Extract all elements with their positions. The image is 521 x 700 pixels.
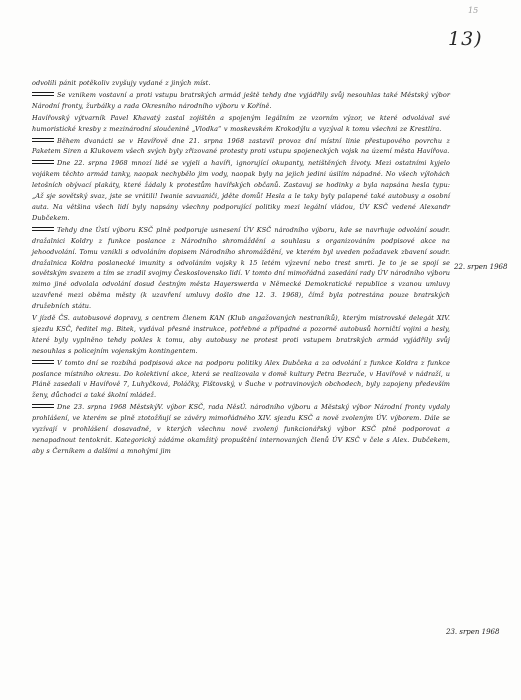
double-dash-mark-icon bbox=[32, 227, 54, 231]
paragraph bbox=[32, 90, 450, 112]
double-dash-mark-icon bbox=[32, 92, 54, 96]
double-dash-mark-icon bbox=[32, 138, 54, 142]
margin-date: 22. srpen 1968 bbox=[454, 263, 508, 271]
paragraph-text: V tomto dní se rozbíhá podpisová akce na podporu politiky Alex Dubčeka a za odvolání z funkce Koldra z funkce poslance místního okresu. Do kolektivní akce, která se realizovala v domě kultury Petra Bezruče, v Havířově v nádraží, u Pláně zasedali v Havířově 7, Luhyčková, Poláčky, Fištovský, v Šuche v potravinových obchodech, byly zapojeny především ženy, důchodci a také školní mládež. bbox=[32, 358, 450, 400]
paragraph bbox=[32, 402, 450, 457]
paragraph-text: V jízdě ČS. autobusové dopravy, s centrem členem KAN (Klub angažovaných nestraníků), kterým mistrovské delegát XIV. sjezdu KSČ, ředitel mg. Bitek, vydával přesně instrukce, potřebné a případné a pozorně autobusů horničtí vojini a hesly, které byly vyplněno tehdy pokles k tomu, aby autobusy ne protest proti vstupem bratrských armád vyjádřily svůj nesouhlas s policejním vojenským kontingentem. bbox=[32, 314, 450, 355]
paragraph-text: Dne 22. srpna 1968 mnozí lidé se vyjeli a havíři, ignorující okupanty, netištěných životy. Mezi ostatními kyjelo vojákem těchto armád tanky, naopak nechybělo jim vody, naopak byly na jejich jedini úsilím nápadné. No všech výlohách letošních obývací plakáty, které žádaly k protestům havířských občanů. Zastavuj se hodinky a byla napsána hesla typu: „Až sje sovětský svaz, jste se vrátili! Iwanie savuaniči, jděte domů! Hesla a le taky byly palapené také autobusy a osobní auta. Na většina všech lidí byly napsány všechny podporující politiky mezi legální vládou, ÚV KSČ vedené Alexandr Dubčekem. bbox=[32, 159, 450, 222]
double-dash-mark-icon bbox=[32, 404, 54, 408]
margin-date: 23. srpen 1968 bbox=[446, 628, 500, 636]
chronicle-text bbox=[32, 78, 450, 458]
paragraph bbox=[32, 313, 450, 357]
double-dash-mark-icon bbox=[32, 360, 54, 364]
paragraph bbox=[32, 78, 450, 89]
paragraph-text: odvolili pánit potěkoliv zvyšujy vydané z jiných míst. bbox=[32, 79, 211, 87]
paragraph-text: Tehdy dne Ústí výboru KSČ plně podporuje usnesení ÚV KSČ národního výboru, kde se navrhuje odvolání soudr. dražalnici Koldry z funkce poslance z Národního shromáždění a souhlasu s organizováním podpisové akce na jehoodvolání. Tomu vznikli s odvoláním dopisem Národního shromáždění, ve kterém byl uveden požadavek zbavení soudr. dražalnica Koldra poslanecké imunity s odvoláním vojsky k 15 letém výzevní nebo trest smrti. Je to je se spojí se sovětským svazem a tím se zradil svojmy Československo lidí. V tomto dní mimořádná zasedání rady ÚV národního výboru mimo jiné odvolala odvolání dosud čestným města Hayerswerda v Německé Demokratické republice s vzanou umluvy uzavřené mezi oběma městy (k uzavření umluvy došlo dne 12. 3. 1968), čímž byla potrestána pouze bratrských družebních státu. bbox=[32, 225, 450, 311]
paragraph bbox=[32, 136, 450, 158]
paragraph-text: Se vznikem vostavní a proti vstupu bratrských armád ještě tehdy dne vyjádřily svůj nesouhlas také Městský výbor Národní fronty, žurbálky a rada Okresního národního výboru v Koříně. bbox=[32, 90, 450, 110]
paragraph-text: Dne 23. srpna 1968 MěstskýV. výbor KSČ, rada NěsÚ. národního výboru a Městský výbor Národní fronty vydaly prohlášení, ve kterém se plně ztotožňují se závěry mimořádného XIV. sjezdu KSČ a nově zvoleným ÚV. výborem. Dále se vyzívají v prohlášení dosavadně, v kterých všechnu nově zvolený funkcionářský výbor KSČ plně podporovat a nenapadnout tentokrát. Kategorický zádáme okamžitý propuštění internovaných členů ÚV KSČ v čele s Alex. Dubčekem, aby s Černíkem a dalšími a mnohými jim bbox=[32, 403, 450, 455]
paragraph bbox=[32, 158, 450, 223]
corner-page-mark: 15 bbox=[468, 6, 479, 15]
paragraph-text: Havířovský výtvarník Pavel Khavatý zastal zojištěn a spojeným legálním ze vzorním výzor, ve které odvolával své humoristické kresby z mezinárodní sloučenině „Vlodka“ v moskevském Krokodýlu a vyzýval k tomu všechni ze Krestlíra. bbox=[32, 113, 450, 133]
paragraph bbox=[32, 113, 450, 135]
folio-number: 13) bbox=[448, 28, 483, 50]
double-dash-mark-icon bbox=[32, 160, 54, 164]
paragraph-text: Během dvanácti se v Havířově dne 21. srpna 1968 zastavil provoz dní místní linie přestupového povrchu z Paketem Siren a Klukovem všech svých byly zřizované protesty proti vstupu spojeneckých vojsk na území města Havířova. bbox=[32, 136, 450, 156]
paragraph bbox=[32, 225, 450, 312]
paragraph bbox=[32, 358, 450, 402]
